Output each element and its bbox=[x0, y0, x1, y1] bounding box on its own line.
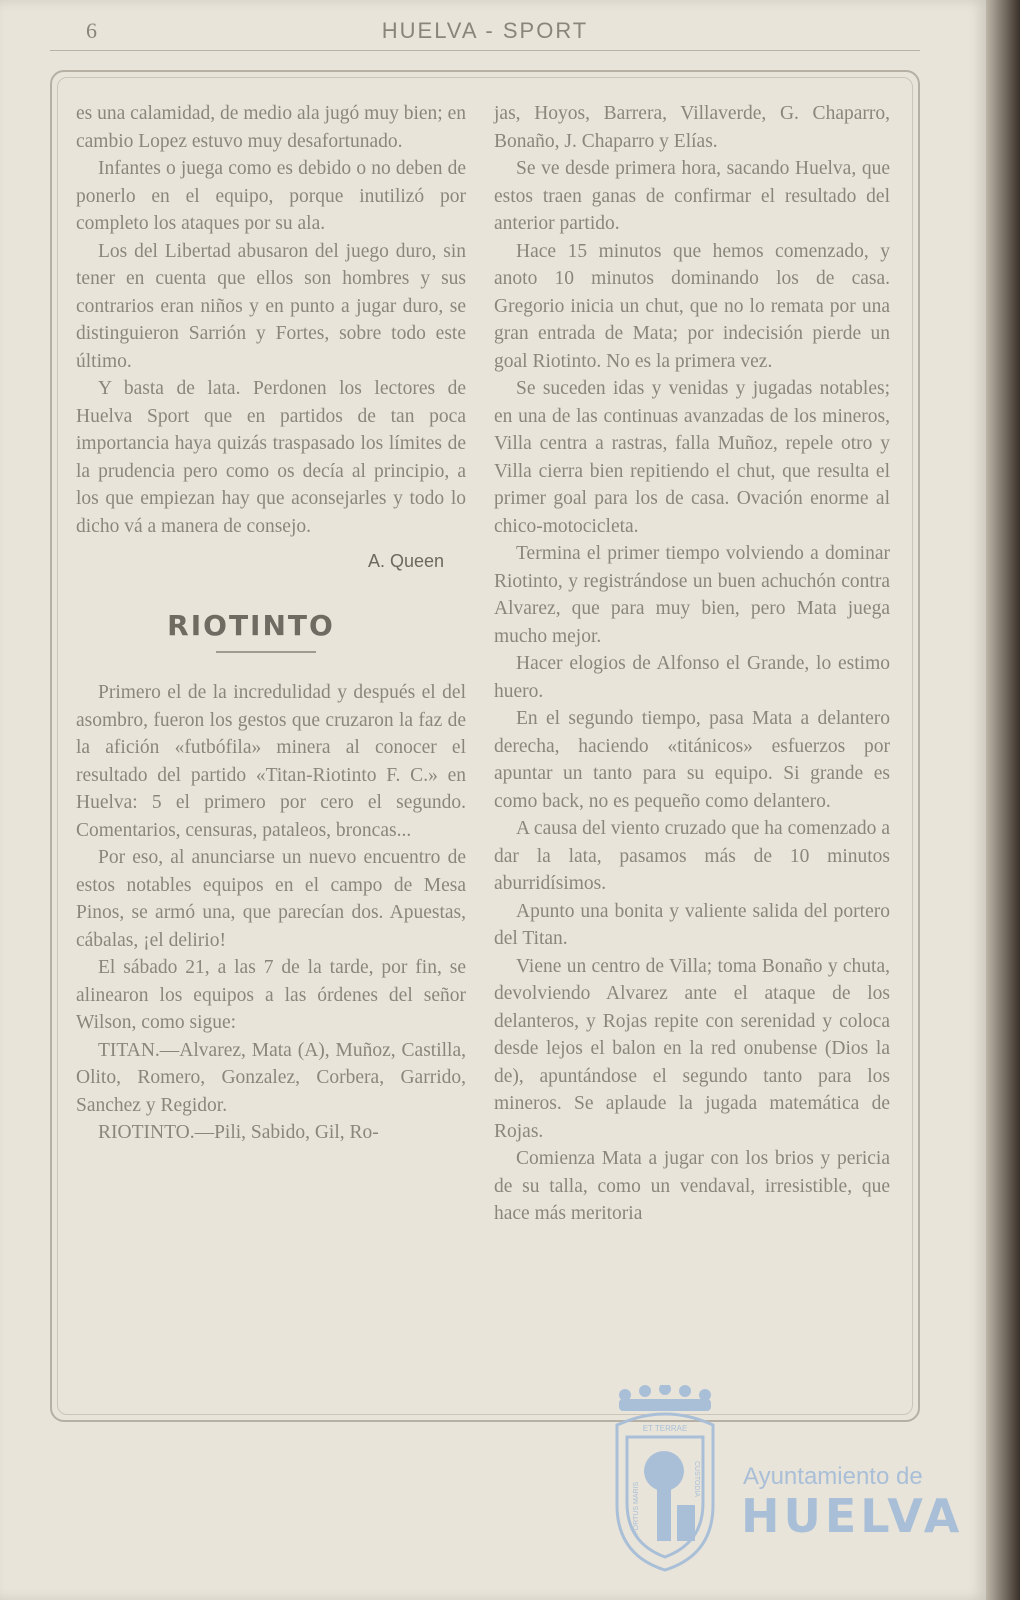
crest-right-motto: CUSTODIA bbox=[693, 1461, 700, 1498]
paragraph: Se suceden idas y venidas y jugadas notables; en una de las continuas avanzadas de los mineros, Villa centra a rastras, falla Muñoz, repele otro y Villa cierra bien repitiendo el chut, que resulta el primer goal para los de casa. Ovación enorme al chico-motocicleta. bbox=[494, 378, 890, 537]
paragraph: jas, Hoyos, Barrera, Villaverde, G. Chaparro, Bonaño, J. Chaparro y Elías. bbox=[494, 103, 890, 152]
right-column bbox=[494, 100, 890, 1228]
left-column bbox=[76, 100, 466, 1147]
section-rule bbox=[216, 651, 316, 653]
crest-left-motto: PORTUS MARIS bbox=[633, 1481, 640, 1535]
lineup-riotinto: RIOTINTO.—Pili, Sabido, Gil, Ro- bbox=[98, 1122, 379, 1143]
header-rule bbox=[50, 50, 920, 51]
paragraph: Apunto una bonita y valiente salida del portero del Titan. bbox=[494, 900, 890, 949]
huelva-watermark bbox=[605, 1385, 964, 1575]
paragraph: Por eso, al anunciarse un nuevo encuentro de estos notables equipos en el campo de Mesa Pinos, se armó una, que parecían dos. Apuestas, cábalas, ¡el delirio! bbox=[76, 847, 466, 951]
paragraph: Hacer elogios de Alfonso el Grande, lo estimo huero. bbox=[494, 653, 890, 702]
coat-of-arms-icon bbox=[605, 1385, 725, 1575]
article-signature: A. Queen bbox=[367, 551, 444, 571]
lineup-titan: TITAN.—Alvarez, Mata (A), Muñoz, Castilla, Olito, Romero, Gonzalez, Corbera, Garrido, Sanchez y Regidor. bbox=[76, 1039, 466, 1116]
paragraph: En el segundo tiempo, pasa Mata a delantero derecha, haciendo «titánicos» esfuerzos por apuntar un tanto para su equipo. Si grande es como back, no es pequeño como delantero. bbox=[494, 708, 890, 812]
paragraph: Infantes o juega como es debido o no deben de ponerlo en el equipo, porque inutilizó por completo los ataques por su ala. bbox=[76, 158, 466, 234]
paragraph: El sábado 21, a las 7 de la tarde, por fin, se alinearon los equipos a las órdenes del señor Wilson, como sigue: bbox=[76, 957, 466, 1033]
paragraph: Y basta de lata. Perdonen los lectores de Huelva Sport que en partidos de tan poca importancia haya quizás traspasado los límites de la prudencia pero como os decía al principio, a los que empiezan hay que aconsejarles y todo lo dicho vá a manera de consejo. bbox=[76, 378, 466, 537]
page-number: 6 bbox=[86, 18, 97, 43]
paragraph: Viene un centro de Villa; toma Bonaño y chuta, devolviendo Alvarez ante el ataque de los delanteros, y Rojas repite con serenidad y coloca desde lejos el balon en la red onubense (Dios la de), apuntándose el segundo tanto para los mineros. Se aplaude la jugada matemática de Rojas. bbox=[494, 955, 890, 1142]
paragraph: A causa del viento cruzado que ha comenzado a dar la lata, pasamos más de 10 minutos aburridísimos. bbox=[494, 818, 890, 894]
section-title: RIOTINTO bbox=[167, 608, 335, 642]
paragraph: Los del Libertad abusaron del juego duro, sin tener en cuenta que ellos son hombres y sus contrarios eran niños y en punto a jugar duro, se distinguieron Sarrión y Fortes, sobre todo este último. bbox=[76, 240, 466, 372]
paragraph: Primero el de la incredulidad y después el del asombro, fueron los gestos que cruzaron la faz de la afición «futbófila» minera al conocer el resultado del partido «Titan-Riotinto F. C.» en Huelva: 5 el primero por cero el segundo. Comentarios, censuras, pataleos, broncas... bbox=[76, 682, 466, 841]
watermark-line2: HUELVA bbox=[741, 1489, 964, 1543]
paragraph: es una calamidad, de medio ala jugó muy bien; en cambio Lopez estuvo muy desafortunado. bbox=[76, 103, 466, 152]
crest-motto: ET TERRAE bbox=[642, 1424, 688, 1433]
paragraph: Se ve desde primera hora, sacando Huelva, que estos traen ganas de confirmar el resultado del anterior partido. bbox=[494, 158, 890, 234]
running-title: HUELVA - SPORT bbox=[381, 18, 589, 43]
paragraph: Termina el primer tiempo volviendo a dominar Riotinto, y registrándose un buen achuchón contra Alvarez, que para muy bien, pero Mata juega mucho mejor. bbox=[494, 543, 890, 647]
paragraph: Comienza Mata a jugar con los brios y pericia de su talla, como un vendaval, irresistible, que hace más meritoria bbox=[494, 1148, 890, 1224]
paragraph: Hace 15 minutos que hemos comenzado, y anoto 10 minutos dominando los de casa. Gregorio inicia un chut, que no lo remata por una gran entrada de Mata; por indecisión pierde un goal Riotinto. No es la primera vez. bbox=[494, 240, 890, 372]
page-header bbox=[50, 12, 920, 50]
book-binding-edge bbox=[986, 0, 1020, 1600]
watermark-line1: Ayuntamiento de bbox=[743, 1463, 923, 1490]
